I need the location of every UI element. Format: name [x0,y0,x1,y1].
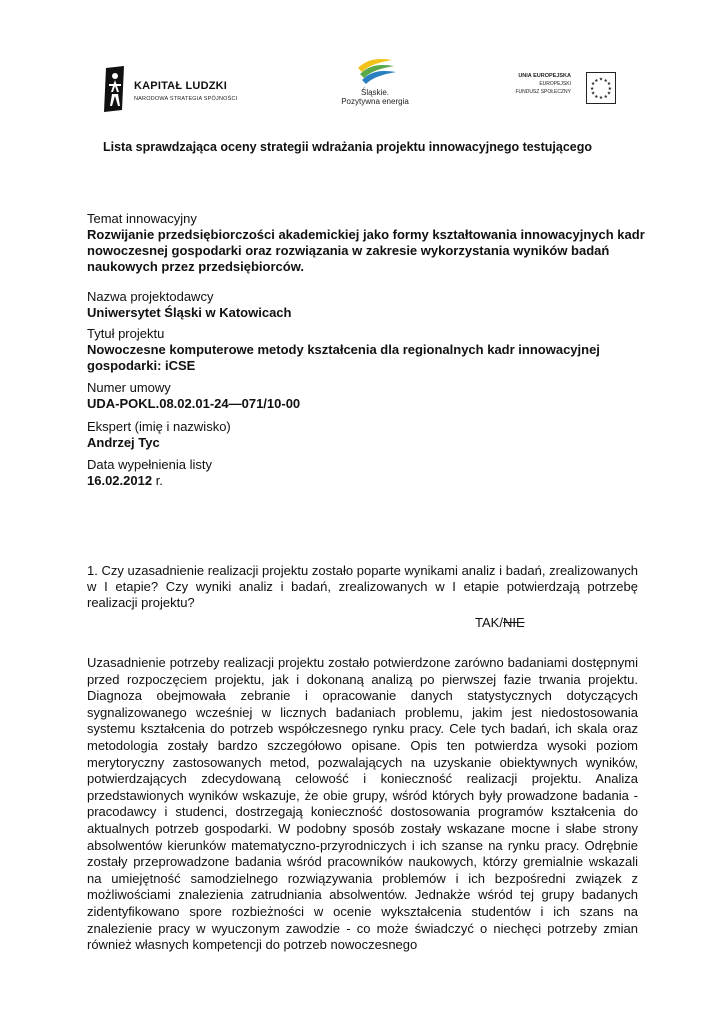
svg-text:★: ★ [606,91,612,97]
field-data-row [87,473,212,489]
slaskie-name: Śląskie. [360,88,389,97]
field-temat-value: Rozwijanie przedsiębiorczości akademickiej jako formy kształtowania innowacyjnych kadr nowoczesnej gospodarki oraz rozwiązania w zakresie wykorzystania wyników badań naukowych przez przedsiębiorców. [87,227,645,274]
field-tytul-value: Nowoczesne komputerowe metody kształcenia dla regionalnych kadr innowacyjnej gospodarki: iCSE [87,342,600,373]
field-numer-value: UDA-POKL.08.02.01-24—071/10-00 [87,396,301,411]
field-data [87,457,212,489]
field-temat-label: Temat innowacyjny [87,211,197,226]
field-ekspert [87,419,231,451]
answer-tak-nie [475,615,525,630]
field-numer [87,380,300,412]
svg-text:★: ★ [590,82,596,88]
eu-logo [515,72,615,108]
field-tytul [87,326,647,374]
answer-no-struck: NIE [502,615,525,630]
field-data-value: 16.02.2012 [87,473,153,488]
field-nazwa-label: Nazwa projektodawcy [87,289,214,304]
slaskie-logo [330,54,420,112]
field-tytul-label: Tytuł projektu [87,326,165,341]
slaskie-tagline: Pozytywna energia [341,97,409,106]
svg-text:★: ★ [590,86,595,92]
svg-text:★: ★ [603,78,608,84]
slaskie-waves-icon [354,54,398,88]
kapital-ludzki-emblem-icon [100,64,130,114]
document-title: Lista sprawdzająca oceny strategii wdrażania projektu innowacyjnego testującego [103,140,593,154]
eu-text [515,72,571,96]
field-nazwa [87,289,291,321]
svg-text:★: ★ [607,86,612,92]
svg-text:★: ★ [598,96,604,102]
field-ekspert-value: Andrzej Tyc [87,435,160,450]
field-temat [87,211,647,275]
kapital-ludzki-logo [100,64,238,114]
svg-text:★: ★ [590,91,596,97]
svg-text:★: ★ [594,78,599,84]
answer-yes: TAK/ [475,615,503,630]
field-numer-label: Numer umowy [87,380,171,395]
justification-text: Uzasadnienie potrzeby realizacji projektu zostało potwierdzone zarówno badaniami dostępnymi przed rozpoczęciem projektu, jak i dokonaną analizą po pierwszej fazie trwania projektu. Diagnoza obejmowała zebranie i opracowanie danych statystycznych dotyczących sygnalizowanego wcześniej w licznych badaniach problemu, jakim jest niedostosowania systemu kształcenia do potrzeb współczesnego rynku pracy. Cele tych badań, ich skala oraz metodologia zostały bardzo szczegółowo opisane. Opis ten potwierdza wysoki poziom merytoryczny zastosowanych metod, pozwalających na uzyskanie obiektywnych wyników, potwierdzających zdecydowaną celowość i konieczność realizacji projektu. Analiza przedstawionych wyników wskazuje, że obie grupy, wśród których były prowadzone badania -pracodawcy i studenci, dostrzegają konieczność dostosowania programów kształcenia do aktualnych potrzeb gospodarki. W podobny sposób zostały wskazane mocne i słabe strony absolwentów kierunków matematyczno-przyrodniczych i ich szanse na rynku pracy. Odrębnie zostały przeprowadzone badania wśród pracowników naukowych, którzy gremialnie wskazali na umiejętność samodzielnego rozwiązywania problemów i ich bezpośredni związek z możliwościami znalezienia zatrudniania absolwentów. Jednakże wśród tej grupy badanych zidentyfikowano spore rozbieżności w ocenie wykształcenia studentów i ich szans na znalezienie pracy w wyuczonym zawodzie - co może świadczyć o niechęci potrzeby zmian również własnych kompetencji do potrzeb nowoczesnego [87,655,638,953]
svg-text:★: ★ [594,94,599,100]
svg-text:★: ★ [606,82,612,88]
question-1: 1. Czy uzasadnienie realizacji projektu zostało poparte wynikami analiz i badań, zrealizowanych w I etapie? Czy wyniki analiz i badań, zrealizowanych w I etapie potwierdzają potrzebę realizacji projektu? [87,563,638,610]
eu-flag-icon [586,72,616,104]
field-ekspert-label: Ekspert (imię i nazwisko) [87,419,231,434]
eu-line-1: UNIA EUROPEJSKA [518,73,571,79]
kapital-ludzki-title: KAPITAŁ LUDZKI [134,80,228,92]
field-data-label: Data wypełnienia listy [87,457,213,472]
field-data-suffix: r. [152,473,163,488]
eu-line-2: EUROPEJSKI [539,81,571,87]
kapital-ludzki-subtitle: NARODOWA STRATEGIA SPÓJNOŚCI [134,96,238,102]
svg-text:★: ★ [598,77,604,83]
eu-line-3: FUNDUSZ SPOŁECZNY [515,89,571,95]
svg-text:★: ★ [603,94,608,100]
field-nazwa-value: Uniwersytet Śląski w Katowicach [87,305,292,320]
